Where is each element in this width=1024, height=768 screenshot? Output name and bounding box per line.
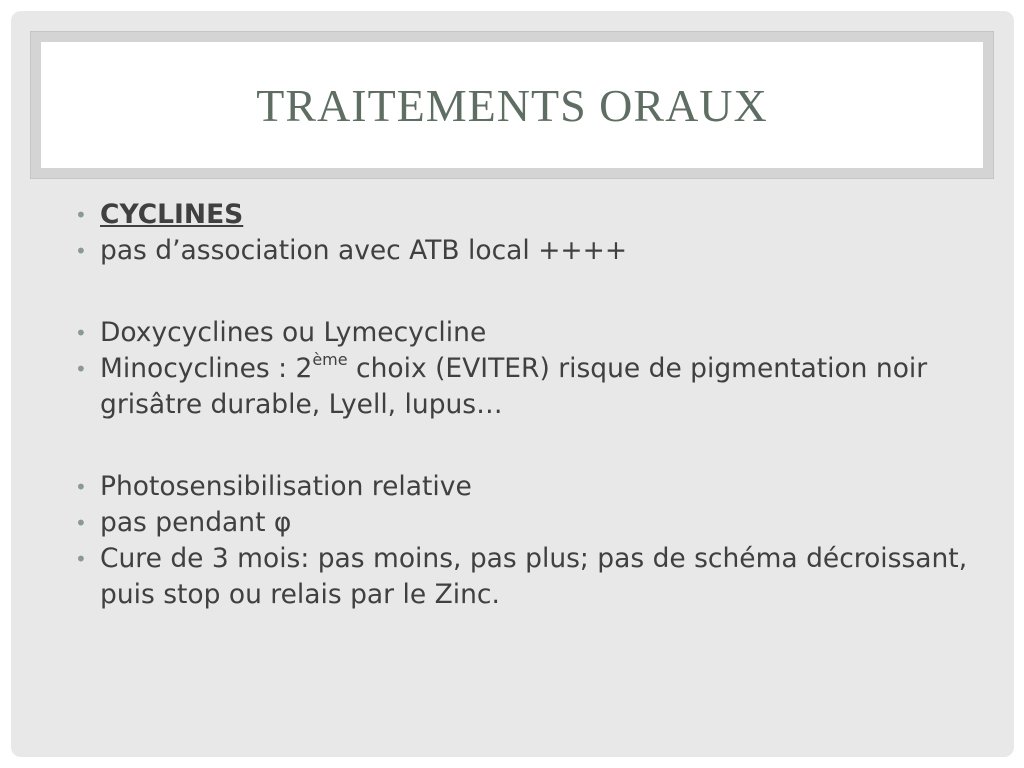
spacer	[73, 269, 973, 315]
slide-content	[73, 197, 973, 613]
bullet-text: Doxycyclines ou Lymecycline	[100, 317, 487, 348]
bullet-item	[73, 505, 973, 541]
bullet-text: choix (EVITER) risque de pigmentation noir grisâtre durable, Lyell, lupus…	[100, 353, 928, 420]
bullet-text: Minocyclines : 2	[100, 353, 313, 384]
bullet-item	[73, 197, 973, 233]
bullet-text: pas d’association avec ATB local ++++	[100, 235, 628, 266]
title-box	[41, 42, 983, 168]
bullet-text: Photosensibilisation relative	[100, 471, 472, 502]
title-frame	[30, 31, 994, 179]
bullet-item	[73, 233, 973, 269]
slide	[11, 11, 1014, 757]
spacer	[73, 423, 973, 469]
bullet-item	[73, 351, 973, 423]
superscript: ème	[312, 350, 348, 369]
bullet-text-cyclines: CYCLINES	[100, 199, 244, 230]
bullet-text: Cure de 3 mois: pas moins, pas plus; pas de schéma décroissant, puis stop ou relais par le Zinc.	[100, 543, 968, 610]
bullet-item	[73, 315, 973, 351]
bullet-text: pas pendant φ	[100, 507, 292, 538]
bullet-item	[73, 541, 973, 613]
slide-title: TRAITEMENTS ORAUX	[256, 79, 768, 131]
bullet-item	[73, 469, 973, 505]
